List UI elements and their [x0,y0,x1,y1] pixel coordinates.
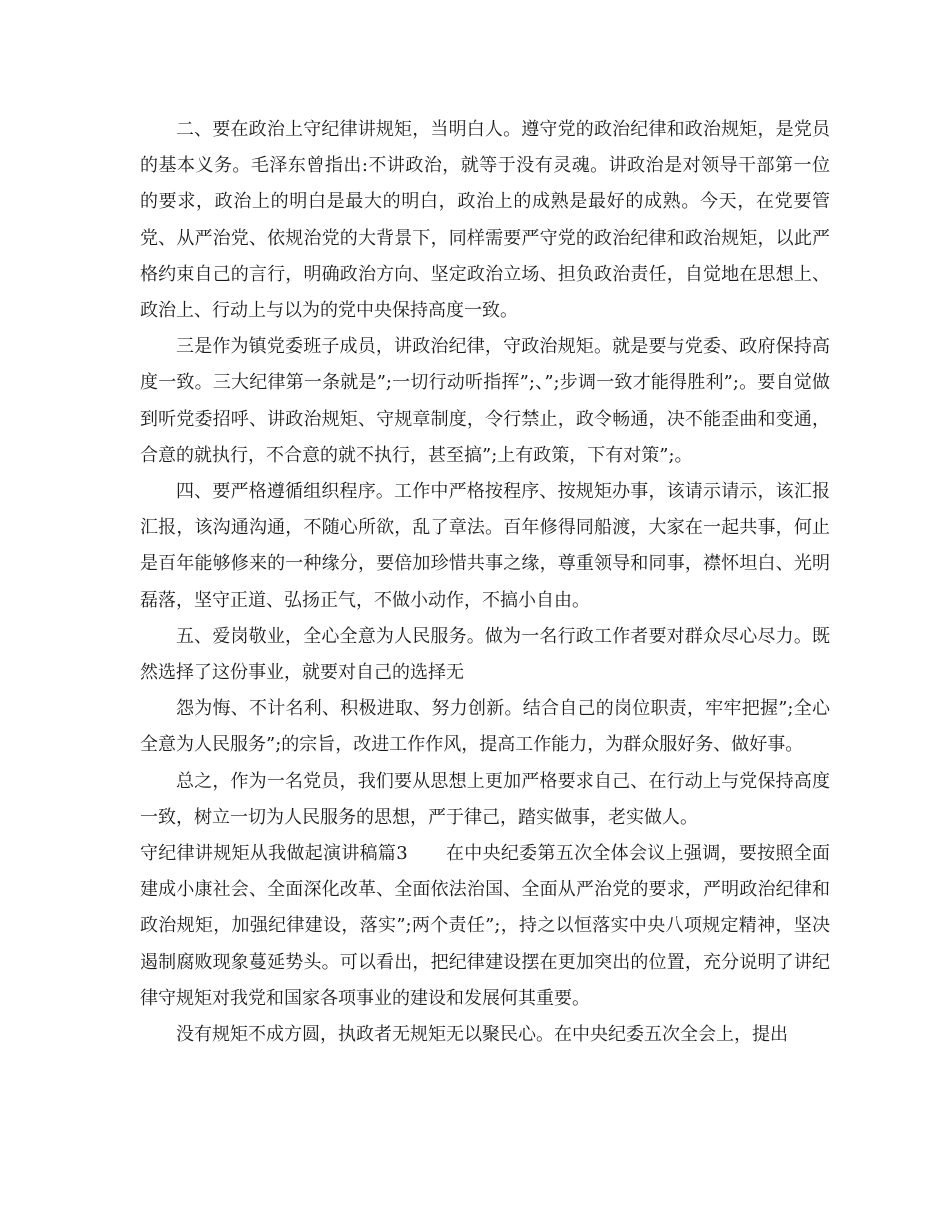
document-body [140,112,830,1053]
paragraph-rules-and-order: 没有规矩不成方圆，执政者无规矩无以聚民心。在中央纪委五次全会上，提出 [176,1024,788,1046]
paragraph-conclusion: 总之，作为一名党员，我们要从思想上更加严格要求自己、在行动上与党保持高度一致，树立一切为人民服务的思想，严于律己，踏实做事，老实做人。 [140,770,830,828]
paragraph-serve-people: 五、爱岗敬业，全心全意为人民服务。做为一名行政工作者要对群众尽心尽力。既然选择了这份事业，就要对自己的选择无 [140,625,830,684]
paragraph-section-3 [140,836,830,1017]
section-title: 守纪律讲规矩从我做起演讲稿篇3 [140,843,408,865]
paragraph-party-committee: 三是作为镇党委班子成员，讲政治纪律，守政治规矩。就是要与党委、政府保持高度一致。三大纪律第一条就是”;一切行动听指挥”;、”;步调一致才能得胜利”;。要自觉做到听党委招呼、讲政治规矩、守规章制度，令行禁止，政令畅通，决不能歪曲和变通，合意的就执行，不合意的就不执行，甚至搞”;上有政策，下有对策”;。 [140,336,830,466]
paragraph-political-discipline: 二、要在政治上守纪律讲规矩，当明白人。遵守党的政治纪律和政治规矩，是党员的基本义务。毛泽东曾指出:不讲政治，就等于没有灵魂。讲政治是对领导干部第一位的要求，政治上的明白是最大的明白，政治上的成熟是最好的成熟。今天，在党要管党、从严治党、依规治党的大背景下，同样需要严守党的政治纪律和政治规矩，以此严格约束自己的言行，明确政治方向、坚定政治立场、担负政治责任，自觉地在思想上、政治上、行动上与以为的党中央保持高度一致。 [140,119,830,322]
paragraph-organizational-procedure: 四、要严格遵循组织程序。工作中严格按程序、按规矩办事，该请示请示，该汇报汇报，该沟通沟通，不随心所欲，乱了章法。百年修得同船渡，大家在一起共事，何止是百年能够修来的一种缘分，要倍加珍惜共事之缘，尊重领导和同事，襟怀坦白、光明磊落，坚守正道、弘扬正气，不做小动作，不搞小自由。 [140,481,830,611]
section-intro: 在中央纪委第五次全体会议上强调，要按照全面建成小康社会、全面深化改革、全面依法治国、全面从严治党的要求，严明政治纪律和政治规矩，加强纪律建设，落实”;两个责任”;，持之以恒落实中央八项规定精神，坚决遏制腐败现象蔓延势头。可以看出，把纪律建设摆在更加突出的位置，充分说明了讲纪律守规矩对我党和国家各项事业的建设和发展何其重要。 [140,843,830,1009]
paragraph-serve-people-continued: 怨为悔、不计名利、积极进取、努力创新。结合自己的岗位职责，牢牢把握”;全心全意为人民服务”;的宗旨，改进工作作风，提高工作能力，为群众服好务、做好事。 [140,698,830,756]
